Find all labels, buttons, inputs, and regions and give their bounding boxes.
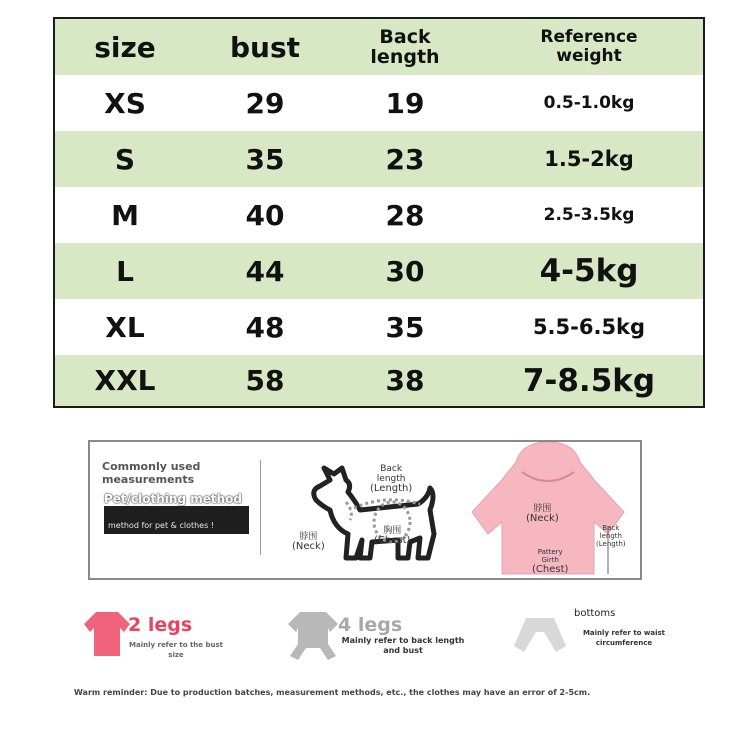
header-bust: bust [229,30,301,64]
measurement-subtitle: Pet/clothing method [104,492,242,506]
note-line: size [168,651,184,659]
header-back-length-line2: length [370,46,440,68]
bottoms-title: bottoms [574,608,616,619]
hoodie-back-label [596,524,626,548]
label-line: (Length) [596,540,626,548]
back-length-cell: 38 [385,364,425,397]
measurement-title-line1: Commonly used [102,460,201,473]
dog-neck-label [292,532,325,552]
measurement-guide [88,440,642,580]
table-header-row [55,19,703,75]
back-length-cell: 35 [385,310,425,344]
header-reference-weight-line1: Reference [540,27,638,47]
hoodie-measure-diagram [458,442,638,580]
back-length-cell: 30 [385,254,425,288]
label-line: Girth [541,556,559,564]
bust-cell: 48 [245,310,285,344]
label-line: Back [602,524,620,532]
header-back-length [335,19,475,75]
measurement-title-line2: measurements [102,473,195,486]
dog-measure-diagram [290,450,460,575]
dog-back-length-label [370,464,412,494]
weight-cell: 1.5-2kg [544,147,634,171]
label-line: length [376,474,406,484]
size-cell: L [116,254,134,288]
size-cell: XL [105,310,145,344]
weight-cell: 2.5-3.5kg [543,205,635,225]
weight-cell: 7-8.5kg [522,362,656,399]
two-legs-title: 2 legs [128,614,193,636]
label-line: (Neck) [526,513,559,524]
weight-cell: 4-5kg [539,253,639,289]
label-line: (Chest) [532,564,569,575]
table-row [55,355,703,406]
bust-cell: 58 [245,364,285,397]
label-line: 脖围 [299,532,318,542]
measurement-caption-box [104,506,249,534]
back-length-cell: 28 [385,198,425,232]
note-line: Mainly refer to waist [582,629,666,637]
note-line: and bust [383,646,423,655]
two-legs-shirt-icon [82,610,132,658]
note-line: Mainly refer to back length [341,636,465,645]
bottoms-note [574,628,674,648]
table-row [55,299,703,355]
back-length-cell: 19 [385,86,425,120]
header-reference-weight [475,19,703,75]
measurement-title [102,460,232,486]
weight-cell: 5.5-6.5kg [532,315,646,339]
label-line: length [599,532,622,540]
table-row [55,187,703,243]
label-line: Back [380,464,403,474]
header-back-length-line1: Back [379,26,431,48]
table-row [55,243,703,299]
back-length-cell: 23 [385,142,425,176]
divider [260,460,261,555]
label-line: 胸围 [383,526,402,536]
label-line: (Length) [370,483,413,494]
four-legs-note [338,636,468,656]
note-line: Mainly refer to the bust [129,641,223,649]
bottoms-icon [512,616,568,654]
size-chart-table [53,17,705,408]
label-line: (Neck) [292,541,325,552]
label-line: 脖围 [533,504,552,514]
note-line: circumference [595,639,653,647]
header-reference-weight-line2: weight [556,46,622,66]
four-legs-title: 4 legs [338,614,403,636]
label-line: Pattery [537,548,563,556]
two-legs-note [128,640,224,660]
header-size: size [94,30,156,64]
size-cell: S [114,142,136,176]
warm-reminder: Warm reminder: Due to production batches, measurement methods, etc., the clothes may have an error of 2-5cm. [74,688,591,697]
size-cell: M [111,198,139,232]
hoodie-chest-label [532,548,568,575]
bust-cell: 29 [245,86,285,120]
bust-cell: 44 [245,254,285,288]
table-row [55,75,703,131]
dog-chest-label [374,526,410,546]
leg-types [68,590,680,670]
four-legs-suit-icon [286,610,340,662]
size-cell: XS [104,86,146,120]
hoodie-neck-label [526,504,559,524]
bust-cell: 35 [245,142,285,176]
bust-cell: 40 [245,198,285,232]
label-line: (Chest) [374,535,411,546]
measurement-caption: method for pet & clothes ! [108,521,215,530]
table-row [55,131,703,187]
weight-cell: 0.5-1.0kg [543,93,635,113]
size-cell: XXL [94,364,156,397]
